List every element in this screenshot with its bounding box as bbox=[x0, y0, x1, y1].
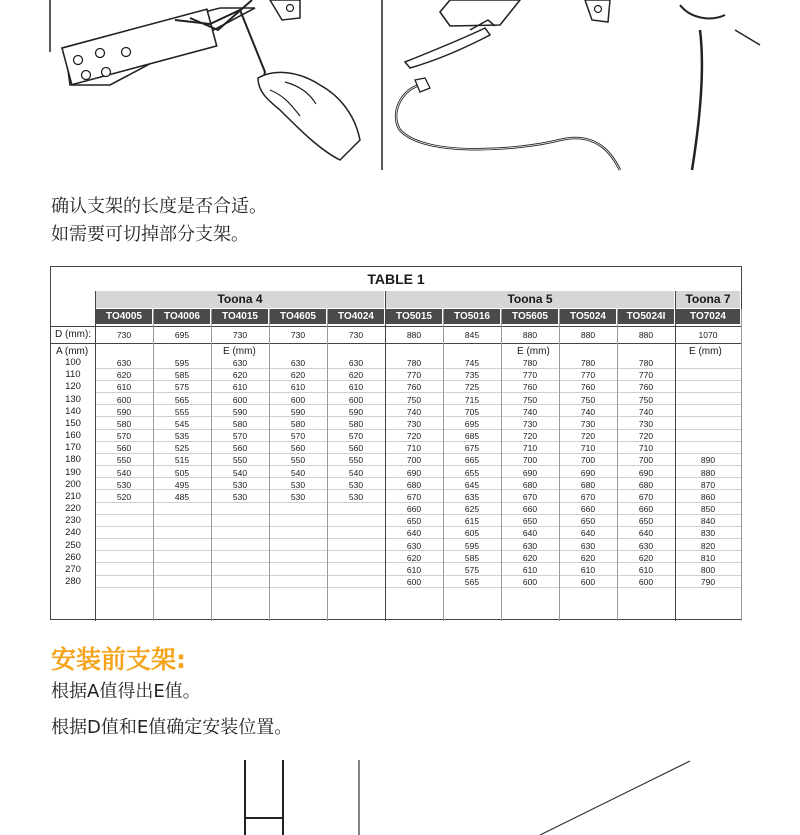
e-value: 630 bbox=[116, 358, 132, 369]
e-value: 770 bbox=[638, 370, 654, 381]
d-value: 730 bbox=[348, 330, 364, 340]
e-value: 560 bbox=[348, 443, 364, 454]
e-value: 525 bbox=[174, 443, 190, 454]
e-value: 660 bbox=[522, 504, 538, 515]
e-value: 600 bbox=[406, 577, 422, 588]
e-value: 570 bbox=[232, 431, 248, 442]
a-value: 150 bbox=[65, 417, 81, 429]
model-header: TO4006 bbox=[154, 309, 210, 324]
a-header: A (mm) bbox=[56, 346, 89, 357]
e-value: 620 bbox=[406, 552, 422, 563]
e-value: 550 bbox=[290, 455, 306, 466]
e-value: 740 bbox=[580, 406, 596, 417]
e-value: 770 bbox=[580, 370, 596, 381]
e-value: 645 bbox=[464, 479, 480, 490]
e-value: 630 bbox=[232, 358, 248, 369]
e-value: 750 bbox=[522, 394, 538, 405]
row-divider bbox=[95, 575, 741, 576]
e-value: 605 bbox=[464, 528, 480, 539]
row-divider bbox=[95, 562, 741, 563]
e-value: 710 bbox=[406, 443, 422, 454]
d-label: D (mm): bbox=[55, 329, 92, 340]
e-value: 830 bbox=[700, 528, 716, 539]
e-value: 620 bbox=[116, 370, 132, 381]
row-divider bbox=[95, 380, 741, 381]
row-divider bbox=[95, 489, 741, 490]
e-value: 620 bbox=[638, 552, 654, 563]
e-value: 610 bbox=[406, 564, 422, 575]
e-value: 740 bbox=[522, 406, 538, 417]
e-value: 635 bbox=[464, 491, 480, 502]
table-1 bbox=[50, 266, 742, 620]
e-value: 585 bbox=[464, 552, 480, 563]
e-value: 590 bbox=[116, 406, 132, 417]
e-value: 880 bbox=[700, 467, 716, 478]
row-divider bbox=[95, 368, 741, 369]
e-value: 670 bbox=[522, 491, 538, 502]
e-value: 780 bbox=[580, 358, 596, 369]
e-value: 695 bbox=[464, 418, 480, 429]
row-divider bbox=[95, 404, 741, 405]
e-value: 760 bbox=[522, 382, 538, 393]
model-header: TO7024 bbox=[676, 309, 740, 324]
e-value: 800 bbox=[700, 564, 716, 575]
e-value: 505 bbox=[174, 467, 190, 478]
e-value: 640 bbox=[580, 528, 596, 539]
e-value: 630 bbox=[522, 540, 538, 551]
model-header: TO5015 bbox=[386, 309, 442, 324]
e-value: 600 bbox=[232, 394, 248, 405]
model-header: TO5016 bbox=[444, 309, 500, 324]
e-value: 585 bbox=[174, 370, 190, 381]
e-value: 590 bbox=[232, 406, 248, 417]
e-value: 780 bbox=[522, 358, 538, 369]
e-value: 715 bbox=[464, 394, 480, 405]
e-value: 620 bbox=[522, 552, 538, 563]
e-value: 720 bbox=[638, 431, 654, 442]
group-header: Toona 7 bbox=[676, 291, 740, 308]
e-value: 660 bbox=[580, 504, 596, 515]
column-divider bbox=[675, 291, 676, 621]
e-value: 670 bbox=[580, 491, 596, 502]
column-divider bbox=[559, 309, 560, 621]
row-divider bbox=[95, 538, 741, 539]
row-divider bbox=[95, 587, 741, 588]
e-value: 820 bbox=[700, 540, 716, 551]
e-header-toona4: E (mm) bbox=[223, 346, 256, 357]
e-value: 810 bbox=[700, 552, 716, 563]
e-value: 675 bbox=[464, 443, 480, 454]
e-value: 850 bbox=[700, 504, 716, 515]
e-value: 770 bbox=[406, 370, 422, 381]
row-divider bbox=[95, 550, 741, 551]
e-value: 840 bbox=[700, 516, 716, 527]
a-value: 140 bbox=[65, 405, 81, 417]
e-value: 780 bbox=[406, 358, 422, 369]
e-value: 580 bbox=[116, 418, 132, 429]
e-value: 655 bbox=[464, 467, 480, 478]
e-value: 680 bbox=[580, 479, 596, 490]
a-value: 280 bbox=[65, 576, 81, 588]
e-value: 710 bbox=[522, 443, 538, 454]
d-value: 730 bbox=[290, 330, 306, 340]
a-value: 240 bbox=[65, 527, 81, 539]
group-header: Toona 5 bbox=[386, 291, 674, 308]
d-value: 880 bbox=[638, 330, 654, 340]
model-header: TO4015 bbox=[212, 309, 268, 324]
e-value: 780 bbox=[638, 358, 654, 369]
column-divider bbox=[617, 309, 618, 621]
e-value: 540 bbox=[290, 467, 306, 478]
d-value: 1070 bbox=[698, 330, 718, 340]
e-value: 890 bbox=[700, 455, 716, 466]
e-header-toona7: E (mm) bbox=[689, 346, 722, 357]
e-value: 640 bbox=[522, 528, 538, 539]
e-value: 630 bbox=[348, 358, 364, 369]
a-value: 200 bbox=[65, 478, 81, 490]
e-value: 750 bbox=[638, 394, 654, 405]
row-divider bbox=[95, 477, 741, 478]
column-divider bbox=[269, 309, 270, 621]
e-value: 530 bbox=[290, 491, 306, 502]
e-value: 540 bbox=[232, 467, 248, 478]
e-value: 575 bbox=[464, 564, 480, 575]
e-value: 540 bbox=[116, 467, 132, 478]
e-value: 770 bbox=[522, 370, 538, 381]
column-divider bbox=[327, 309, 328, 621]
intro-line-2: 如需要可切掉部分支架。 bbox=[51, 224, 249, 245]
e-value: 690 bbox=[638, 467, 654, 478]
cutting-bracket-illustration bbox=[0, 0, 800, 175]
e-value: 750 bbox=[406, 394, 422, 405]
intro-text bbox=[51, 193, 267, 249]
e-value: 530 bbox=[232, 479, 248, 490]
e-value: 680 bbox=[522, 479, 538, 490]
install-title: 安装前支架: bbox=[51, 645, 186, 674]
e-value: 750 bbox=[580, 394, 596, 405]
e-value: 740 bbox=[638, 406, 654, 417]
e-value: 760 bbox=[406, 382, 422, 393]
d-value: 730 bbox=[232, 330, 248, 340]
e-value: 720 bbox=[580, 431, 596, 442]
e-value: 610 bbox=[348, 382, 364, 393]
d-value: 730 bbox=[116, 330, 132, 340]
e-value: 590 bbox=[348, 406, 364, 417]
e-value: 700 bbox=[406, 455, 422, 466]
e-value: 550 bbox=[116, 455, 132, 466]
e-value: 565 bbox=[464, 577, 480, 588]
e-value: 790 bbox=[700, 577, 716, 588]
e-value: 560 bbox=[116, 443, 132, 454]
e-value: 575 bbox=[174, 382, 190, 393]
e-value: 600 bbox=[348, 394, 364, 405]
e-value: 685 bbox=[464, 431, 480, 442]
a-value: 100 bbox=[65, 357, 81, 369]
column-divider bbox=[443, 309, 444, 621]
e-value: 700 bbox=[580, 455, 596, 466]
e-value: 650 bbox=[580, 516, 596, 527]
e-value: 730 bbox=[580, 418, 596, 429]
a-value: 270 bbox=[65, 563, 81, 575]
e-value: 640 bbox=[406, 528, 422, 539]
e-value: 595 bbox=[174, 358, 190, 369]
e-value: 700 bbox=[522, 455, 538, 466]
row-divider bbox=[95, 453, 741, 454]
a-value: 180 bbox=[65, 454, 81, 466]
row-divider bbox=[95, 502, 741, 503]
e-value: 570 bbox=[348, 431, 364, 442]
e-value: 600 bbox=[638, 577, 654, 588]
e-value: 530 bbox=[348, 491, 364, 502]
e-value: 730 bbox=[638, 418, 654, 429]
a-value: 120 bbox=[65, 381, 81, 393]
e-value: 705 bbox=[464, 406, 480, 417]
row-divider bbox=[95, 526, 741, 527]
e-value: 545 bbox=[174, 418, 190, 429]
e-value: 710 bbox=[580, 443, 596, 454]
e-value: 580 bbox=[232, 418, 248, 429]
a-value: 220 bbox=[65, 503, 81, 515]
row-divider bbox=[95, 514, 741, 515]
e-value: 630 bbox=[580, 540, 596, 551]
e-value: 745 bbox=[464, 358, 480, 369]
e-value: 670 bbox=[406, 491, 422, 502]
e-value: 530 bbox=[348, 479, 364, 490]
a-value: 190 bbox=[65, 466, 81, 478]
model-header: TO5024 bbox=[560, 309, 616, 324]
e-value: 660 bbox=[638, 504, 654, 515]
e-value: 515 bbox=[174, 455, 190, 466]
intro-line-1: 确认支架的长度是否合适。 bbox=[51, 196, 267, 217]
e-value: 630 bbox=[290, 358, 306, 369]
model-header: TO5024I bbox=[618, 309, 674, 324]
e-value: 860 bbox=[700, 491, 716, 502]
d-value: 880 bbox=[522, 330, 538, 340]
e-value: 610 bbox=[522, 564, 538, 575]
e-value: 650 bbox=[638, 516, 654, 527]
e-value: 600 bbox=[116, 394, 132, 405]
e-value: 620 bbox=[232, 370, 248, 381]
e-value: 630 bbox=[638, 540, 654, 551]
e-value: 580 bbox=[348, 418, 364, 429]
e-value: 485 bbox=[174, 491, 190, 502]
column-divider bbox=[741, 309, 742, 621]
column-divider bbox=[385, 291, 386, 621]
e-value: 590 bbox=[290, 406, 306, 417]
model-header: TO4024 bbox=[328, 309, 384, 324]
e-value: 625 bbox=[464, 504, 480, 515]
e-value: 610 bbox=[232, 382, 248, 393]
e-value: 690 bbox=[406, 467, 422, 478]
model-header: TO5605 bbox=[502, 309, 558, 324]
e-value: 530 bbox=[232, 491, 248, 502]
e-value: 570 bbox=[116, 431, 132, 442]
a-value: 210 bbox=[65, 490, 81, 502]
e-value: 540 bbox=[348, 467, 364, 478]
a-value: 260 bbox=[65, 551, 81, 563]
e-value: 495 bbox=[174, 479, 190, 490]
e-header-toona5: E (mm) bbox=[517, 346, 550, 357]
e-value: 735 bbox=[464, 370, 480, 381]
column-divider bbox=[501, 309, 502, 621]
column-divider bbox=[211, 309, 212, 621]
e-value: 550 bbox=[232, 455, 248, 466]
e-value: 760 bbox=[580, 382, 596, 393]
e-value: 600 bbox=[522, 577, 538, 588]
e-value: 630 bbox=[406, 540, 422, 551]
e-value: 570 bbox=[290, 431, 306, 442]
a-value: 170 bbox=[65, 442, 81, 454]
e-value: 560 bbox=[232, 443, 248, 454]
row-divider bbox=[95, 392, 741, 393]
e-value: 610 bbox=[116, 382, 132, 393]
model-header: TO4005 bbox=[96, 309, 152, 324]
e-value: 565 bbox=[174, 394, 190, 405]
install-instruction-2: 根据D值和E值确定安装位置。 bbox=[51, 717, 293, 738]
a-value: 250 bbox=[65, 539, 81, 551]
e-value: 555 bbox=[174, 406, 190, 417]
e-value: 520 bbox=[116, 491, 132, 502]
e-value: 690 bbox=[522, 467, 538, 478]
e-value: 650 bbox=[522, 516, 538, 527]
e-value: 870 bbox=[700, 479, 716, 490]
e-value: 725 bbox=[464, 382, 480, 393]
column-divider bbox=[95, 291, 96, 621]
e-value: 615 bbox=[464, 516, 480, 527]
e-value: 530 bbox=[116, 479, 132, 490]
e-value: 550 bbox=[348, 455, 364, 466]
e-value: 740 bbox=[406, 406, 422, 417]
e-value: 610 bbox=[580, 564, 596, 575]
e-value: 595 bbox=[464, 540, 480, 551]
a-value: 160 bbox=[65, 430, 81, 442]
install-bracket-illustration bbox=[0, 758, 800, 835]
d-value: 880 bbox=[406, 330, 422, 340]
e-value: 600 bbox=[290, 394, 306, 405]
e-value: 730 bbox=[522, 418, 538, 429]
a-value: 130 bbox=[65, 393, 81, 405]
e-value: 680 bbox=[638, 479, 654, 490]
e-value: 560 bbox=[290, 443, 306, 454]
row-divider bbox=[95, 416, 741, 417]
e-value: 620 bbox=[290, 370, 306, 381]
e-value: 530 bbox=[290, 479, 306, 490]
e-value: 620 bbox=[580, 552, 596, 563]
e-value: 665 bbox=[464, 455, 480, 466]
model-header: TO4605 bbox=[270, 309, 326, 324]
column-divider bbox=[153, 309, 154, 621]
table-title: TABLE 1 bbox=[367, 271, 425, 287]
row-divider bbox=[95, 441, 741, 442]
e-value: 640 bbox=[638, 528, 654, 539]
e-value: 660 bbox=[406, 504, 422, 515]
e-value: 690 bbox=[580, 467, 596, 478]
e-value: 650 bbox=[406, 516, 422, 527]
install-instruction-1: 根据A值得出E值。 bbox=[51, 681, 201, 702]
e-value: 610 bbox=[290, 382, 306, 393]
d-value: 695 bbox=[174, 330, 190, 340]
d-value: 880 bbox=[580, 330, 596, 340]
e-value: 710 bbox=[638, 443, 654, 454]
e-value: 620 bbox=[348, 370, 364, 381]
e-value: 600 bbox=[580, 577, 596, 588]
e-value: 610 bbox=[638, 564, 654, 575]
e-value: 730 bbox=[406, 418, 422, 429]
e-value: 760 bbox=[638, 382, 654, 393]
group-header: Toona 4 bbox=[96, 291, 384, 308]
e-value: 670 bbox=[638, 491, 654, 502]
row-divider bbox=[95, 429, 741, 430]
a-value: 110 bbox=[65, 369, 81, 381]
a-value: 230 bbox=[65, 515, 81, 527]
e-value: 580 bbox=[290, 418, 306, 429]
e-value: 680 bbox=[406, 479, 422, 490]
e-value: 720 bbox=[522, 431, 538, 442]
d-value: 845 bbox=[464, 330, 480, 340]
e-value: 535 bbox=[174, 431, 190, 442]
e-value: 720 bbox=[406, 431, 422, 442]
row-divider bbox=[95, 465, 741, 466]
e-value: 700 bbox=[638, 455, 654, 466]
